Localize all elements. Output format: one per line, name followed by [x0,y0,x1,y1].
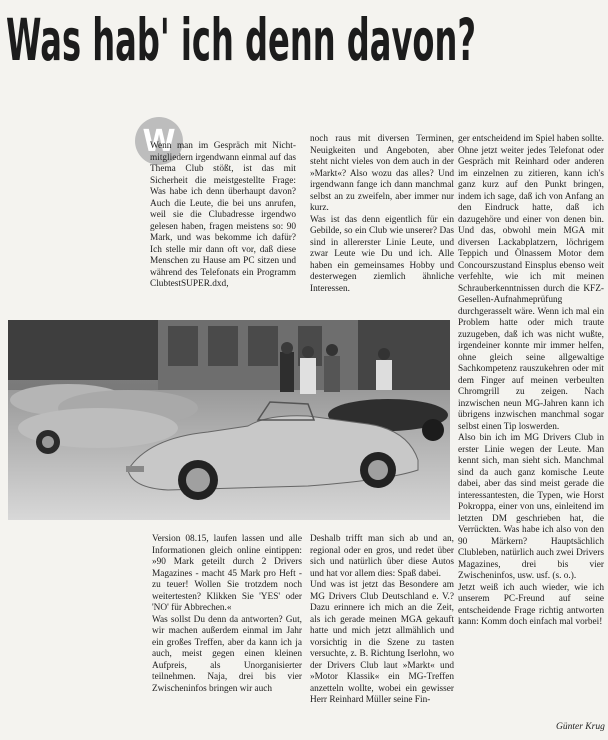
column-1-top [150,141,296,291]
paragraph: Wenn man im Gespräch mit Nicht-mitgliedern irgendwann einmal auf das Thema Club stößt, ist das mit Sicherheit die meistgestellte Frage: Was habe ich denn überhaupt davon? Auch die Leute, die bei uns anrufen, weil sie die Clubadresse irgendwo gelesen haben, fragen meistens so: 90 Mark, und was bekomme ich dafür? Ich stelle mir dann oft vor, daß diese Menschen zu Hause am PC sitzen und während des Telefonats ein Programm ClubtestSUPER.dxd, [150,141,296,289]
column-3 [458,134,604,629]
paragraph: Und was ist jetzt das Besondere am MG Drivers Club Deutschland e. V.? Dazu erinnere ich mich an die Zeit, als ich gerade meinen MGA gekauft hatte und mich jetzt allmählich und vorsichtig in die Szene zu tasten versuchte, z. B. Richtung Iserlohn, wo der Drivers Club laut »Markt« und »Motor Klassik« ein MG-Treffen anzetteln wollte, wobei ein gewisser Herr Reinhard Müller seine Fin- [310,580,454,705]
author-byline: Günter Krug [556,722,605,732]
paragraph: Version 08.15, laufen lassen und alle Informationen gleich online eintippen: »90 Mark geteilt durch 2 Drivers Magazines - macht 45 Mark pro Heft - zu teuer! Wollen Sie trotzdem noch weitertesten? Klikken Sie 'YES' oder 'NO' für Abbrechen.« [152,534,302,613]
paragraph: noch raus mit diversen Terminen, Neuigkeiten und Angeboten, aber steht nicht vieles von dem auch in der »Markt«? Also wozu das alles? Und irgendwann fange ich dann manchmal selbst an zu zweifeln, aber immer nur kurz. [310,134,454,213]
paragraph: Also bin ich im MG Drivers Club in erster Linie wegen der Leute. Man kennt sich, man sieht sich. Manchmal sind da auch ganz komische Leute dabei, aber das sind meist gerade die interessantesten, die Typen, wie Horst Pokroppa, einer von uns, einleitend im letzten DM geschrieben hat, die Verrückten. Was habe ich also von den 90 Märkern? Hauptsächlich Clubleben, natürlich auch zwei Drivers Magazines, drei bis vier Zwischeninfos, usw. usf. (s. o.). [458,433,604,581]
column-1-bottom [152,534,302,695]
paragraph: Jetzt weiß ich auch wieder, wie ich unserem PC-Freund auf seine entscheidende Frage richtig antworten kann: Komm doch einfach mal vorbei! [458,582,604,627]
car-photo [8,320,450,520]
paragraph: ger entscheidend im Spiel haben sollte. Ohne jetzt weiter jedes Telefonat oder Gespräch mit Reinhard oder anderen im einzelnen zu zitieren, kann ich's ganz kurz auf den Punkt bringen, indem ich sage, daß ich von Anfang an den Eindruck hatte, daß ich dazugehöre und einer von denen bin. Und das, obwohl mein MGA mit diversen Lackabplatzern, löchrigem Teppich und Ölnassem Motor dem Concourszustand Einsplus ebenso weit verfehlte, wie ich mit meinen Schrauberkenntnissen durch die KFZ-Gesellen-Aufnahmeprüfung durchgerasselt wäre. Wenn ich mal ein Problem hatte oder mich traute zuzugeben, daß ich was nicht wußte, irgendeiner konnte mir immer helfen, ohne gleich seine allgewaltige Sachkompetenz rauszukehren oder mit dem Finger auf meinen verbeulten Chromgrill zu zeigen. Nach inzwischen neun MG-Jahren kann ich übrigens inzwischen manchmal sogar selbst einen Tip loswerden. [458,134,604,432]
paragraph: Was ist das denn eigentlich für ein Gebilde, so ein Club wie unserer? Das sind in allererster Linie Leute, und zwar Leute wie Du und ich. Alle haben ein gemeinsames Hobby und desterwegen ziemlich ähnliche Interessen. [310,214,454,294]
page-title [6,4,606,70]
dropcap-letter: W [142,124,176,159]
paragraph: Deshalb trifft man sich ab und an, regional oder en gros, und redet über sich und natürlich über diese Autos und hat vor allem dies: Spaß dabei. [310,534,454,579]
paragraph: Was sollst Du denn da antworten? Gut, wir machen außerdem einmal im Jahr ein großes Treffen, aber da kann ich ja auch, meist gegen einen kleinen Aufpreis, als Unorganisierter teilnehmen. Naja, drei bis vier Zwischeninfos bringen wir auch [152,614,302,694]
column-2-top [310,134,454,295]
column-2-bottom [310,534,454,707]
headline-text: Was hab' ich denn davon? [6,6,476,70]
